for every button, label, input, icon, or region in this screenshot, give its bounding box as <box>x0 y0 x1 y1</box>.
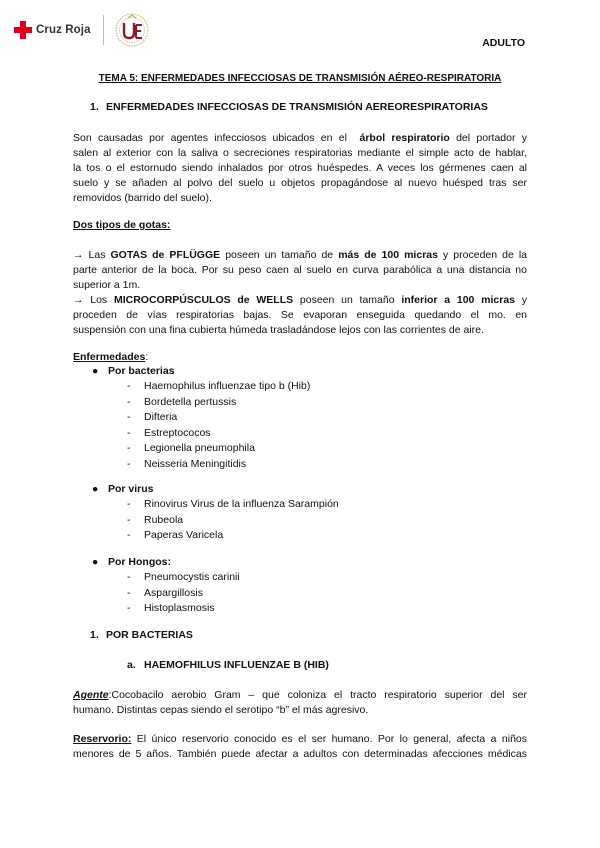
hongos-list <box>127 570 240 617</box>
gotas-p1-line-2: parte anterior de la boca. Por su peso caen al suelo en curva parabólica a una distancia no <box>73 264 527 276</box>
enfermedades-colon: : <box>145 351 149 363</box>
bullet-hongos <box>92 556 171 568</box>
agente-line-1 <box>73 688 527 703</box>
list-item <box>127 441 310 457</box>
gotas-text: y proceden de la <box>443 249 528 261</box>
bullet-dot-icon: ● <box>92 556 99 568</box>
dash-marker: - <box>127 411 131 423</box>
list-item <box>127 601 240 617</box>
dash-marker: - <box>127 529 131 541</box>
enfermedades-title-text: Enfermedades <box>73 351 146 363</box>
reservorio-label: Reservorio: <box>73 733 132 745</box>
gotas-text: y <box>521 294 528 306</box>
dash-marker: - <box>127 498 131 510</box>
list-item-text: Bordetella pertussis <box>144 395 237 408</box>
list-item <box>127 410 310 426</box>
section-number: 1. <box>90 629 99 641</box>
dash-marker: - <box>127 395 131 408</box>
dash-marker: - <box>127 586 131 599</box>
list-item <box>127 426 310 442</box>
bullet-bacterias <box>92 365 175 377</box>
list-item <box>127 513 339 529</box>
enfermedades-title <box>73 351 148 363</box>
gotas-bold: GOTAS de PFLÜGGE <box>110 249 221 261</box>
reservorio-paragraph <box>73 732 527 762</box>
agente-line-2: humano. Distintas cepas siendo el serotipo “b” el más agresivo. <box>73 704 369 716</box>
list-item-text: Legionella pneumophila <box>144 442 255 454</box>
bullet-dot-icon: ● <box>92 365 99 377</box>
gotas-p2-line-2: proceden de vías respiratorias bajas. Se evaporan enseguida quedando el mo. en <box>73 309 527 321</box>
subsection-heading-a <box>127 659 329 671</box>
list-item <box>127 586 240 602</box>
section-heading-2 <box>90 629 193 641</box>
page-title: TEMA 5: ENFERMEDADES INFECCIOSAS DE TRANSMISIÓN AÉREO-RESPIRATORIA <box>98 73 502 84</box>
header-logos <box>14 10 150 50</box>
list-item-text: Estreptococos <box>144 426 211 439</box>
dash-marker: - <box>127 602 131 614</box>
list-item <box>127 395 310 411</box>
list-item-text: Neisseria Meningitidis <box>144 457 247 470</box>
reservorio-text: El único reservorio conocido es el ser humano. Por lo general, afecta a niños <box>136 733 527 745</box>
gotas-p1-line-3: superior a 1m. <box>73 279 141 291</box>
list-item-text: Paperas Varicela <box>144 529 224 541</box>
intro-line-5: removidos (barrido del suelo). <box>73 192 212 204</box>
cruz-roja-logo-text: Cruz Roja <box>36 24 91 36</box>
red-cross-icon <box>14 21 32 39</box>
intro-line-2: salen al exterior con la saliva o secreciones respiratorias mediante el simple acto de hablar, <box>73 147 527 159</box>
agente-label: Agente <box>73 689 109 701</box>
intro-bold: árbol respiratorio <box>359 132 450 144</box>
intro-line-1 <box>73 131 527 146</box>
bullet-dot-icon: ● <box>92 483 99 495</box>
gotas-text: → Los <box>73 294 108 306</box>
bullet-label: Por Hongos: <box>108 556 171 568</box>
list-item <box>127 457 310 473</box>
gotas-p2-line-1 <box>73 293 527 308</box>
gotas-bold: más de 100 micras <box>338 249 438 261</box>
list-item-text: Aspargillosis <box>144 586 203 599</box>
subsection-heading-text: HAEMOFHILUS INFLUENZAE B (HIB) <box>144 659 329 671</box>
gotas-text: poseen un tamaño <box>299 294 395 306</box>
gotas-text: → Las <box>73 249 106 261</box>
gotas-paragraph <box>73 248 527 338</box>
level-label: ADULTO <box>482 37 525 49</box>
intro-paragraph <box>73 131 527 206</box>
reservorio-line-1 <box>73 732 527 747</box>
agente-text: :Cocobacilo aerobio Gram – que coloniza el tracto respiratorio superior del ser <box>108 689 527 701</box>
list-item <box>127 497 339 513</box>
bullet-label: Por bacterias <box>108 365 175 377</box>
list-item-text: Rubeola <box>144 513 184 526</box>
list-item-text: Rinovirus Virus de la influenza Sarampión <box>144 498 339 510</box>
section-heading-1 <box>90 101 488 113</box>
university-seal-icon <box>114 12 150 48</box>
intro-line-4: suelo y se añaden al polvo del suelo u objetos propagándose al nuevo huésped tras ser <box>73 177 527 189</box>
dash-marker: - <box>127 426 131 439</box>
dash-marker: - <box>127 513 131 526</box>
virus-list <box>127 497 339 544</box>
list-item-text: Haemophilus influenzae tipo b (Hib) <box>144 380 311 392</box>
dash-marker: - <box>127 380 131 392</box>
gotas-bold: inferior a 100 micras <box>401 294 515 306</box>
list-item <box>127 528 339 544</box>
list-item <box>127 379 310 395</box>
list-item <box>127 570 240 586</box>
agente-paragraph <box>73 688 527 718</box>
gotas-text: poseen un tamaño de <box>225 249 334 261</box>
intro-text: Son causadas por agentes infecciosos ubicados en el <box>73 132 347 144</box>
gotas-bold: MICROCORPÚSCULOS de WELLS <box>113 294 294 306</box>
dash-marker: - <box>127 457 131 470</box>
logo-divider <box>103 15 104 45</box>
list-item-text: Pneumocystis carinii <box>144 571 240 583</box>
bacterias-list <box>127 379 310 472</box>
gotas-p2-line-3: suspensión con una fina cubierta húmeda trasladándose lejos con las corrientes de aire. <box>73 324 484 336</box>
section-heading-text: POR BACTERIAS <box>106 629 193 641</box>
dash-marker: - <box>127 571 131 583</box>
bullet-label: Por virus <box>108 483 154 495</box>
subsection-number: a. <box>127 659 136 671</box>
section-number: 1. <box>90 101 99 113</box>
bullet-virus <box>92 483 154 495</box>
intro-text: del portador y <box>456 132 527 144</box>
reservorio-line-2: menores de 5 años. También puede afectar a adultos con determinadas afecciones médicas <box>73 748 527 760</box>
section-heading-text: ENFERMEDADES INFECCIOSAS DE TRANSMISIÓN AEREORESPIRATORIAS <box>106 101 488 113</box>
list-item-text: Histoplasmosis <box>144 602 215 614</box>
intro-line-3: la tos o el estornudo siendo inhalados por otros huéspedes. A veces los gérmenes caen al <box>73 162 527 174</box>
gotas-title: Dos tipos de gotas: <box>73 219 171 231</box>
gotas-p1-line-1 <box>73 248 527 263</box>
dash-marker: - <box>127 442 131 454</box>
list-item-text: Difteria <box>144 411 178 423</box>
